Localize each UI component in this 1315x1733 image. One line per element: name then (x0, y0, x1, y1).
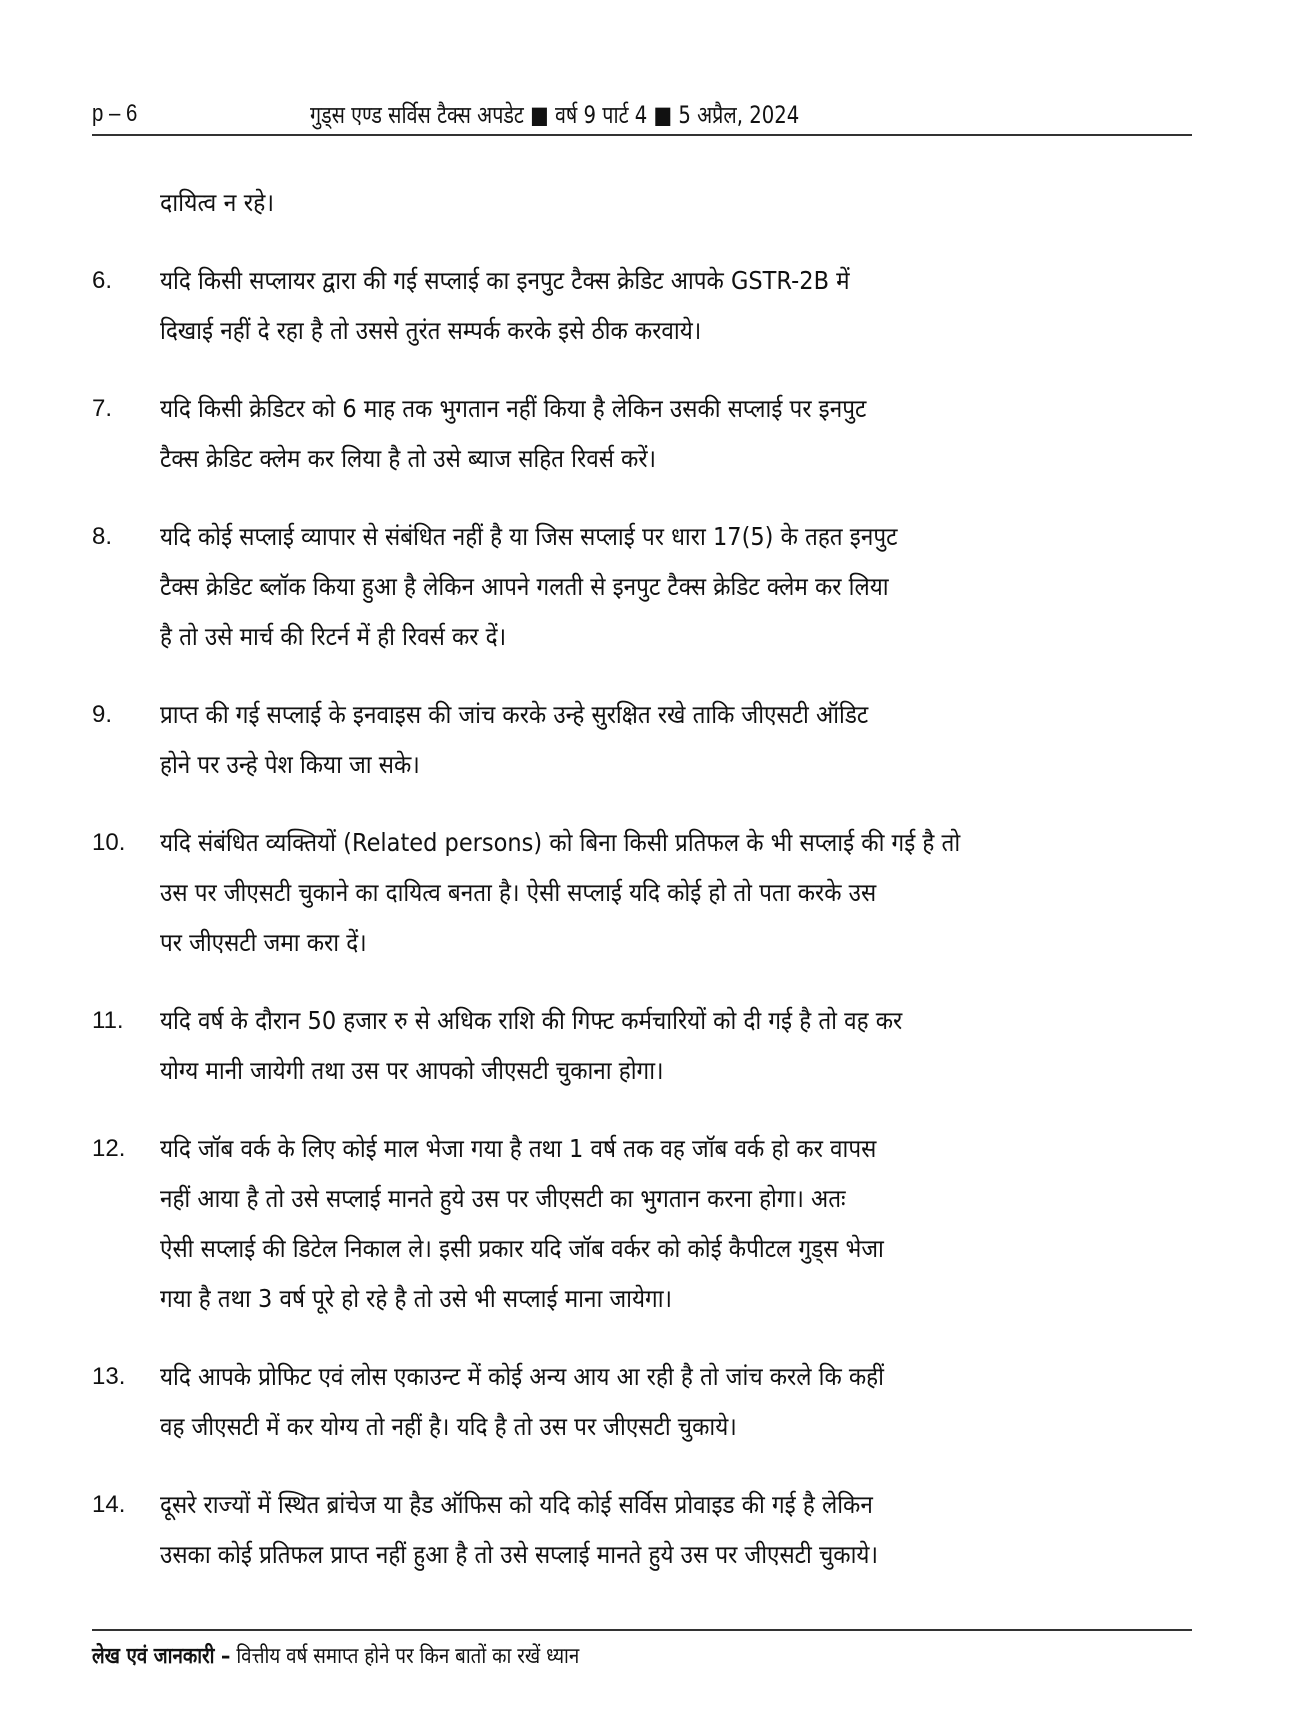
list-item (92, 384, 1192, 484)
item-number: 14. (92, 1491, 126, 1518)
item-number: 7. (92, 395, 113, 422)
continued-text: दायित्व न रहे। (160, 188, 275, 217)
text-line: प्राप्त की गई सप्लाई के इनवाइस की जांच करके उन्हे सुरक्षित रखे ताकि जीएसटी ऑडिट (160, 700, 869, 729)
text-line: पर जीएसटी जमा करा दें। (160, 928, 367, 957)
numbered-list (92, 256, 1192, 1580)
text-line: यदि किसी सप्लायर द्वारा की गई सप्लाई का इनपुट टैक्स क्रेडिट आपके GSTR-2B में (160, 266, 850, 295)
footer-divider (92, 1629, 1192, 1631)
item-text (160, 1124, 1192, 1324)
text-line: टैक्स क्रेडिट ब्लॉक किया हुआ है लेकिन आपने गलती से इनपुट टैक्स क्रेडिट क्लेम कर लिया (160, 572, 889, 601)
text-line: यदि किसी क्रेडिटर को 6 माह तक भुगतान नहीं किया है लेकिन उसकी सप्लाई पर इनपुट (160, 394, 867, 423)
list-item (92, 690, 1192, 790)
item-text (160, 1480, 1192, 1580)
item-text (160, 512, 1192, 662)
item-number: 9. (92, 701, 113, 728)
list-item (92, 1124, 1192, 1324)
text-line: है तो उसे मार्च की रिटर्न में ही रिवर्स कर दें। (160, 622, 507, 651)
list-item (92, 256, 1192, 356)
article-body (92, 178, 1192, 1580)
text-line: ऐसी सप्लाई की डिटेल निकाल ले। इसी प्रकार यदि जॉब वर्कर को कोई कैपीटल गुड्स भेजा (160, 1234, 884, 1263)
text-line: उस पर जीएसटी चुकाने का दायित्व बनता है। ऐसी सप्लाई यदि कोई हो तो पता करके उस (160, 878, 877, 907)
list-item (92, 1480, 1192, 1580)
item-text (160, 384, 1192, 484)
footer-title: वित्तीय वर्ष समाप्त होने पर किन बातों का रखें ध्यान (236, 1644, 580, 1669)
list-item (92, 996, 1192, 1096)
list-item (92, 512, 1192, 662)
text-line: उसका कोई प्रतिफल प्राप्त नहीं हुआ है तो उसे सप्लाई मानते हुये उस पर जीएसटी चुकाये। (160, 1540, 878, 1569)
footer-label: लेख एवं जानकारी – (92, 1644, 231, 1669)
text-line: नहीं आया है तो उसे सप्लाई मानते हुये उस पर जीएसटी का भुगतान करना होगा। अतः (160, 1184, 846, 1213)
text-line: यदि वर्ष के दौरान 50 हजार रु से अधिक राशि की गिफ्ट कर्मचारियों को दी गई है तो वह कर (160, 1006, 903, 1035)
text-line: यदि कोई सप्लाई व्यापार से संबंधित नहीं है या जिस सप्लाई पर धारा 17(5) के तहत इनपुट (160, 522, 898, 551)
item-text (160, 256, 1192, 356)
page-footer (92, 1640, 579, 1670)
text-line: यदि आपके प्रोफिट एवं लोस एकाउन्ट में कोई अन्य आय आ रही है तो जांच करले कि कहीं (160, 1362, 884, 1391)
item-number: 10. (92, 829, 126, 856)
text-line: वह जीएसटी में कर योग्य तो नहीं है। यदि है तो उस पर जीएसटी चुकाये। (160, 1412, 737, 1441)
header-divider (92, 134, 1192, 136)
text-line: यदि जॉब वर्क के लिए कोई माल भेजा गया है तथा 1 वर्ष तक वह जॉब वर्क हो कर वापस (160, 1134, 877, 1163)
running-title: गुड्स एण्ड सर्विस टैक्स अपडेट ■ वर्ष 9 पार्ट 4 ■ 5 अप्रैल, 2024 (310, 101, 800, 129)
text-line: दूसरे राज्यों में स्थित ब्रांचेज या हैड ऑफिस को यदि कोई सर्विस प्रोवाइड की गई है लेकिन (160, 1490, 873, 1519)
item-number: 6. (92, 267, 113, 294)
item-number: 13. (92, 1363, 126, 1390)
item-text (160, 818, 1192, 968)
item-text (160, 690, 1192, 790)
text-line: यदि संबंधित व्यक्तियों (Related persons) को बिना किसी प्रतिफल के भी सप्लाई की गई है तो (160, 828, 961, 857)
text-line: गया है तथा 3 वर्ष पूरे हो रहे है तो उसे भी सप्लाई माना जायेगा। (160, 1284, 673, 1313)
item-number: 11. (92, 1007, 124, 1034)
item-number: 8. (92, 523, 113, 550)
text-line: दिखाई नहीं दे रहा है तो उससे तुरंत सम्पर्क करके इसे ठीक करवाये। (160, 316, 702, 345)
text-line: होने पर उन्हे पेश किया जा सके। (160, 750, 420, 779)
page-number: p – 6 (92, 100, 138, 127)
item-text (160, 1352, 1192, 1452)
list-item (92, 818, 1192, 968)
list-item (92, 1352, 1192, 1452)
text-line: टैक्स क्रेडिट क्लेम कर लिया है तो उसे ब्याज सहित रिवर्स करें। (160, 444, 657, 473)
item-text (160, 996, 1192, 1096)
page-header (92, 96, 1192, 136)
item-number: 12. (92, 1135, 126, 1162)
text-line: योग्य मानी जायेगी तथा उस पर आपको जीएसटी चुकाना होगा। (160, 1056, 664, 1085)
